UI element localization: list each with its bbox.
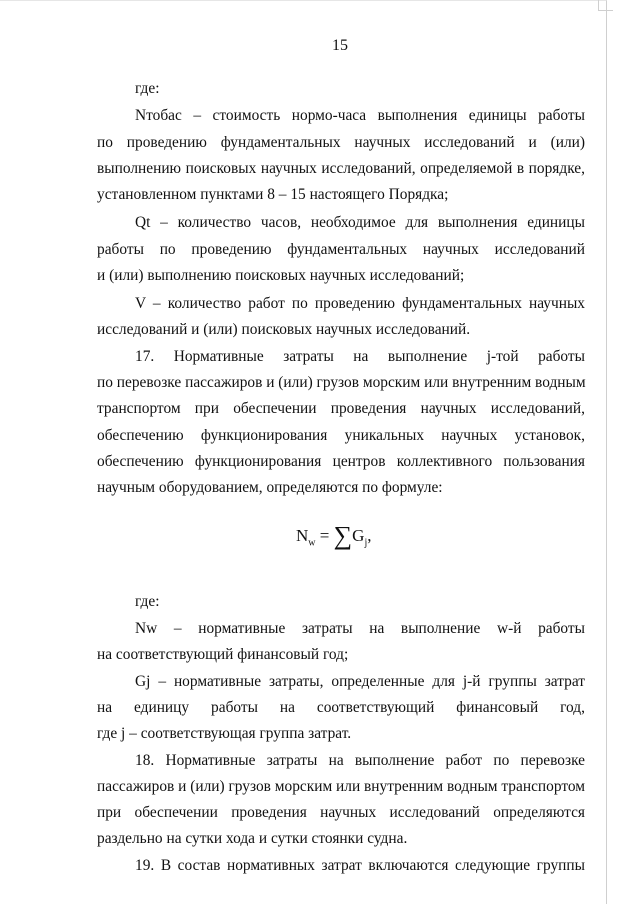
text-line: установленном пунктами 8 – 15 настоящего Порядка; [97, 186, 449, 203]
formula-lhs: N [296, 526, 309, 545]
text-line: где: [135, 80, 160, 97]
text-line: работы по проведению фундаментальных научных исследований [97, 241, 585, 258]
sum-symbol: ∑ [333, 521, 353, 550]
text-line: исследований и (или) поисковых научных исследований. [97, 321, 471, 338]
formula-lhs-sub: w [308, 537, 316, 549]
text-line: научным оборудованием, определяются по формуле: [97, 479, 443, 496]
text-line: на единицу работы на соответствующий финансовый год, [97, 699, 585, 716]
text-line: где: [135, 593, 160, 610]
page-number: 15 [332, 37, 348, 54]
text-line: 17. Нормативные затраты на выполнение j-той работы [135, 348, 585, 365]
formula-equals: = [319, 526, 330, 545]
text-line: 18. Нормативные затраты на выполнение работ по перевозке [135, 752, 585, 769]
formula-trail: , [367, 526, 372, 545]
text-line: обеспечению функционирования уникальных научных установок, [97, 427, 585, 444]
text-line: Gj – нормативные затраты, определенные для j-й группы затрат [135, 673, 585, 690]
text-line: по перевозке пассажиров и (или) грузов морским или внутренним водным [97, 374, 586, 391]
text-line: на соответствующий финансовый год; [97, 646, 349, 663]
text-line: 19. В состав нормативных затрат включаются следующие группы [135, 857, 585, 874]
text-line: и (или) выполнению поисковых научных исследований; [97, 267, 465, 284]
text-line: раздельно на сутки хода и сутки стоянки судна. [97, 830, 408, 847]
text-line: выполнению поисковых научных исследований, определяемой в порядке, [97, 160, 585, 177]
text-line: Nw – нормативные затраты на выполнение w-й работы [135, 620, 585, 637]
text-line: обеспечению функционирования центров коллективного пользования [97, 453, 585, 470]
formula-term-sub: j [364, 537, 368, 549]
page-corner-mark [598, 0, 613, 11]
formula-nw [296, 521, 371, 551]
text-line: при обеспечении проведения научных исследований определяются [97, 804, 585, 821]
formula-term: G [352, 526, 365, 545]
text-line: где j – соответствующая группа затрат. [97, 725, 352, 742]
text-line: пассажиров и (или) грузов морским или внутренним водным транспортом [97, 778, 585, 795]
text-line: по проведению фундаментальных научных исследований и (или) [97, 134, 585, 151]
text-line: Nтобас – стоимость нормо-часа выполнения единицы работы [135, 107, 585, 124]
text-line: V – количество работ по проведению фундаментальных научных [135, 295, 585, 312]
text-line: транспортом при обеспечении проведения научных исследований, [97, 400, 585, 417]
text-line: Qt – количество часов, необходимое для выполнения единицы [135, 214, 585, 231]
